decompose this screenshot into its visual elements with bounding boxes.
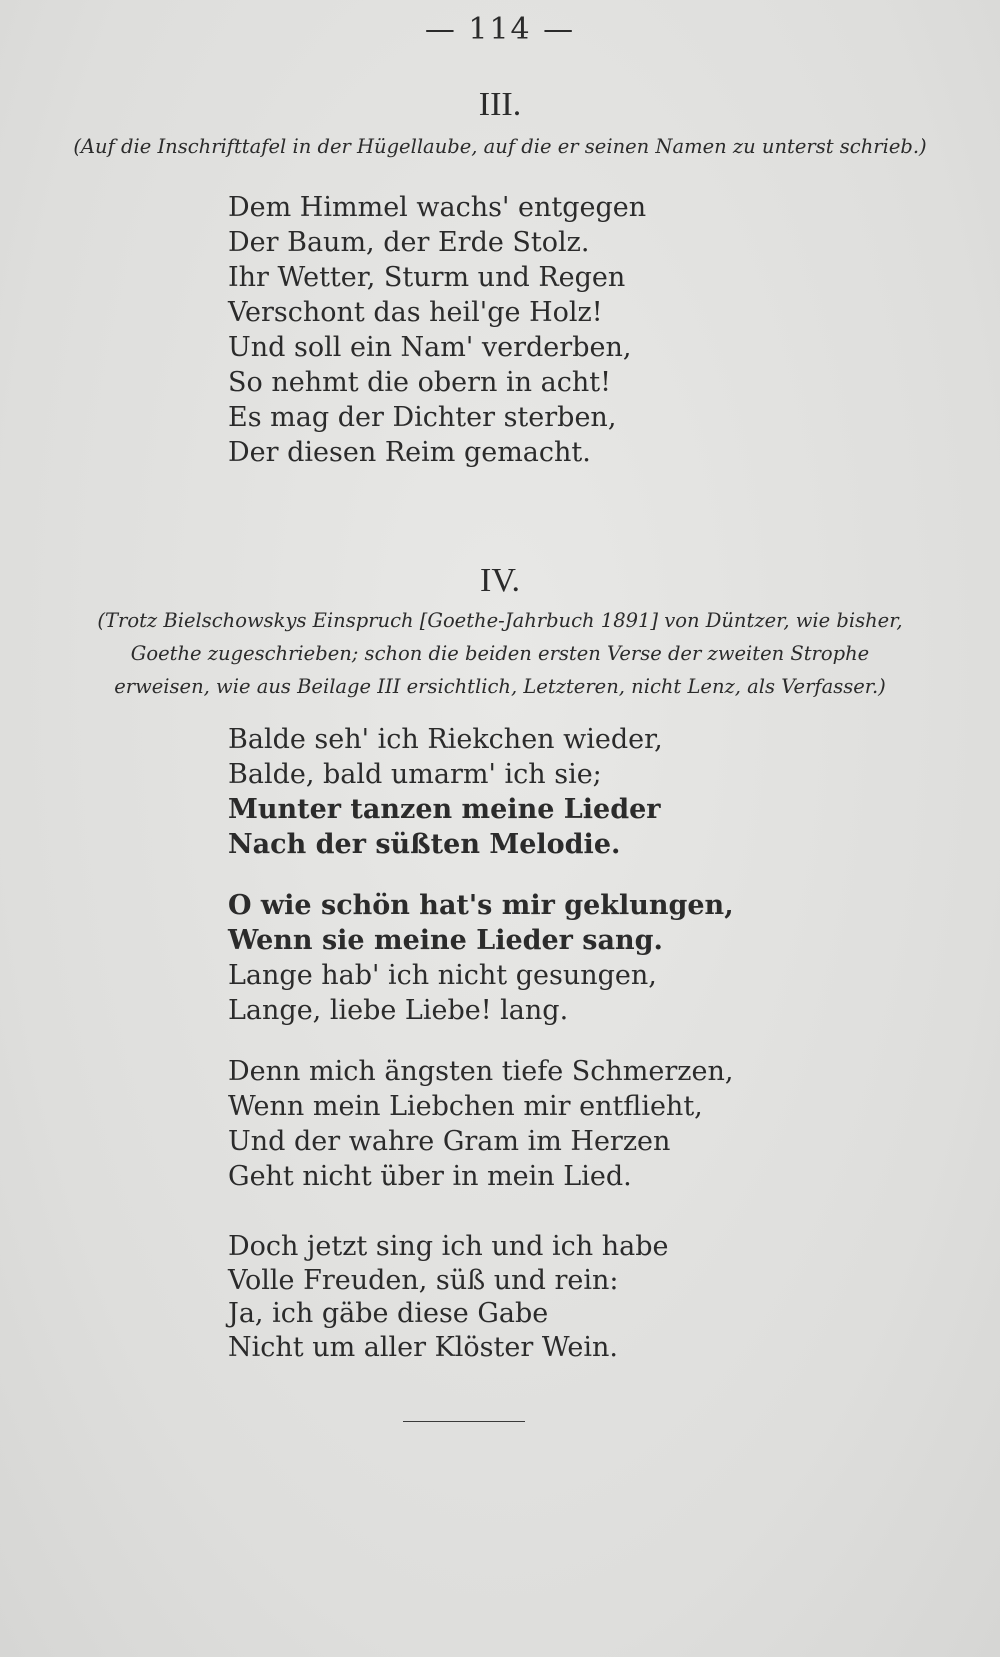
note-line: Goethe zugeschrieben; schon die beiden ersten Verse der zweiten Strophe [130, 642, 870, 665]
verse-line: Munter tanzen meine Lieder [228, 794, 661, 825]
section-iv-note [60, 604, 940, 703]
section-heading-iv: IV. [480, 562, 520, 599]
verse-line: Lange hab' ich nicht gesungen, [228, 960, 657, 991]
verse-line: Ja, ich gäbe diese Gabe [228, 1298, 549, 1329]
verse-line: Balde, bald umarm' ich sie; [228, 759, 602, 790]
verse-line: Der Baum, der Erde Stolz. [228, 227, 590, 258]
verse-line: Wenn sie meine Lieder sang. [228, 925, 663, 956]
verse-line: Doch jetzt sing ich und ich habe [228, 1231, 669, 1262]
verse-line: Wenn mein Liebchen mir entflieht, [228, 1091, 703, 1122]
verse-line: Und soll ein Nam' verderben, [228, 332, 632, 363]
verse-line: So nehmt die obern in acht! [228, 367, 611, 398]
verse-line: Nach der süßten Melodie. [228, 829, 621, 860]
page-number: — 114 — [424, 12, 576, 47]
verse-line: Volle Freuden, süß und rein: [228, 1264, 619, 1296]
verse-line: Nicht um aller Klöster Wein. [228, 1331, 618, 1363]
verse-line: Lange, liebe Liebe! lang. [228, 995, 569, 1026]
section-heading-iii: III. [478, 86, 522, 123]
poem-iii-stanza [228, 190, 646, 470]
verse-line: Und der wahre Gram im Herzen [228, 1126, 671, 1157]
verse-line: Der diesen Reim gemacht. [228, 437, 591, 468]
poem-iv-stanza-3 [228, 1054, 733, 1194]
verse-line: Balde seh' ich Riekchen wieder, [228, 724, 663, 755]
poem-iv-stanza-2 [228, 888, 734, 1028]
verse-line: O wie schön hat's mir geklungen, [228, 890, 734, 921]
end-rule [403, 1421, 525, 1422]
poem-iv-stanza-1 [228, 722, 663, 862]
verse-line: Ihr Wetter, Sturm und Regen [228, 262, 626, 293]
section-iii-note: (Auf die Inschrifttafel in der Hügellaube, auf die er seinen Namen zu unterst schrieb.) [73, 135, 927, 158]
verse-line: Denn mich ängsten tiefe Schmerzen, [228, 1056, 734, 1087]
note-line: (Trotz Bielschowskys Einspruch [Goethe-Jahrbuch 1891] von Düntzer, wie bisher, [97, 609, 903, 632]
verse-line: Es mag der Dichter sterben, [228, 402, 617, 433]
note-line: erweisen, wie aus Beilage III ersichtlich, Letzteren, nicht Lenz, als Verfasser.) [114, 675, 886, 698]
verse-line: Verschont das heil'ge Holz! [228, 297, 603, 328]
poem-iv-stanza-4 [228, 1230, 668, 1364]
verse-line: Dem Himmel wachs' entgegen [228, 192, 647, 223]
verse-line: Geht nicht über in mein Lied. [228, 1161, 632, 1192]
